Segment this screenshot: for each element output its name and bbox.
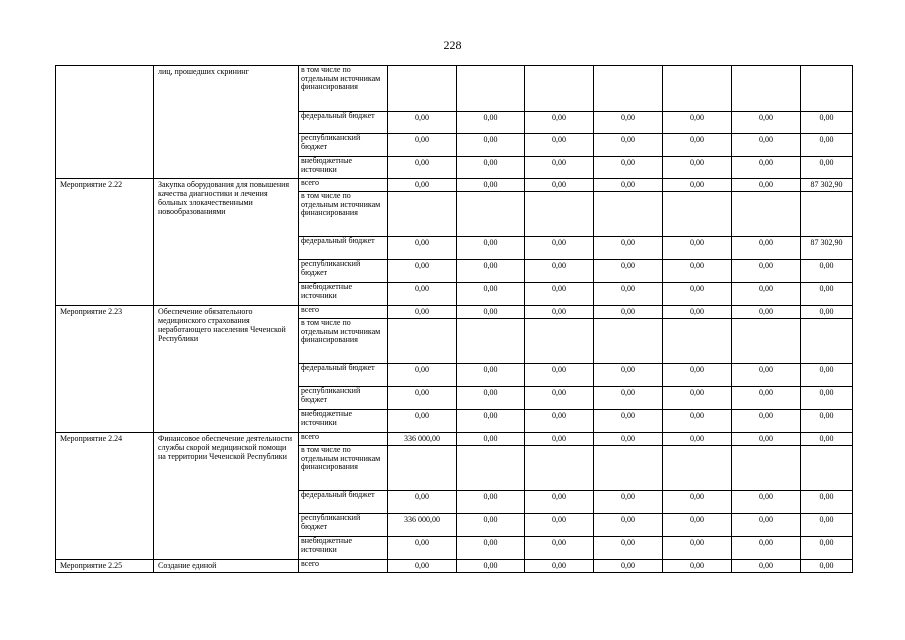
value-cell: 0,00 <box>801 283 853 306</box>
funding-source-cell: федеральный бюджет <box>299 112 388 134</box>
value-cell: 0,00 <box>525 410 594 433</box>
value-cell: 0,00 <box>457 514 525 537</box>
value-cell: 0,00 <box>388 237 457 260</box>
value-cell: 0,00 <box>663 364 732 387</box>
value-cell: 0,00 <box>663 112 732 134</box>
value-cell: 0,00 <box>594 387 663 410</box>
value-cell <box>801 192 853 237</box>
funding-source-cell: республиканский бюджет <box>299 260 388 283</box>
value-cell: 0,00 <box>594 491 663 514</box>
value-cell: 0,00 <box>594 410 663 433</box>
value-cell: 0,00 <box>457 260 525 283</box>
value-cell: 0,00 <box>663 179 732 192</box>
funding-source-cell: в том числе по отдельным источникам финансирования <box>299 192 388 237</box>
value-cell: 0,00 <box>525 283 594 306</box>
value-cell: 0,00 <box>525 134 594 157</box>
table-row <box>56 433 853 446</box>
measure-name-cell: Обеспечение обязательного медицинского страхования неработающего населения Чеченской Республики <box>154 306 299 433</box>
value-cell: 336 000,00 <box>388 433 457 446</box>
value-cell: 0,00 <box>457 237 525 260</box>
value-cell: 0,00 <box>663 491 732 514</box>
value-cell: 87 302,90 <box>801 237 853 260</box>
value-cell: 0,00 <box>663 410 732 433</box>
value-cell: 0,00 <box>732 237 801 260</box>
measure-cell: Мероприятие 2.25 <box>56 560 154 573</box>
value-cell: 0,00 <box>388 283 457 306</box>
financing-table <box>55 65 853 573</box>
value-cell <box>457 319 525 364</box>
value-cell <box>732 446 801 491</box>
value-cell: 0,00 <box>457 433 525 446</box>
funding-source-cell: федеральный бюджет <box>299 237 388 260</box>
value-cell: 0,00 <box>663 514 732 537</box>
value-cell <box>388 192 457 237</box>
value-cell <box>594 192 663 237</box>
value-cell <box>388 446 457 491</box>
value-cell <box>801 319 853 364</box>
value-cell: 0,00 <box>594 112 663 134</box>
measure-cell: Мероприятие 2.24 <box>56 433 154 560</box>
funding-source-cell: федеральный бюджет <box>299 491 388 514</box>
value-cell: 0,00 <box>732 283 801 306</box>
value-cell: 0,00 <box>525 433 594 446</box>
value-cell: 0,00 <box>525 112 594 134</box>
value-cell <box>801 66 853 112</box>
value-cell: 0,00 <box>801 157 853 179</box>
value-cell: 0,00 <box>594 364 663 387</box>
value-cell: 0,00 <box>732 260 801 283</box>
value-cell: 0,00 <box>525 387 594 410</box>
table-row <box>56 306 853 319</box>
value-cell: 0,00 <box>594 514 663 537</box>
value-cell: 0,00 <box>663 537 732 560</box>
funding-source-cell: в том числе по отдельным источникам финансирования <box>299 319 388 364</box>
value-cell: 0,00 <box>457 134 525 157</box>
value-cell: 0,00 <box>457 157 525 179</box>
measure-cell <box>56 66 154 179</box>
value-cell: 0,00 <box>801 410 853 433</box>
value-cell <box>732 192 801 237</box>
value-cell <box>732 66 801 112</box>
value-cell: 0,00 <box>801 364 853 387</box>
value-cell: 0,00 <box>801 387 853 410</box>
table-row <box>56 66 853 112</box>
value-cell <box>525 66 594 112</box>
value-cell: 0,00 <box>388 491 457 514</box>
value-cell: 0,00 <box>732 134 801 157</box>
value-cell: 0,00 <box>525 491 594 514</box>
value-cell: 0,00 <box>663 237 732 260</box>
measure-name-cell: Создание единой <box>154 560 299 573</box>
value-cell <box>663 66 732 112</box>
value-cell: 0,00 <box>732 560 801 573</box>
value-cell: 0,00 <box>594 537 663 560</box>
value-cell: 0,00 <box>663 260 732 283</box>
value-cell: 0,00 <box>732 112 801 134</box>
funding-source-cell: республиканский бюджет <box>299 514 388 537</box>
value-cell: 0,00 <box>388 560 457 573</box>
value-cell: 0,00 <box>594 179 663 192</box>
value-cell <box>594 446 663 491</box>
value-cell: 0,00 <box>594 283 663 306</box>
value-cell <box>525 446 594 491</box>
value-cell <box>525 192 594 237</box>
value-cell: 0,00 <box>801 134 853 157</box>
value-cell: 0,00 <box>525 157 594 179</box>
value-cell <box>732 319 801 364</box>
value-cell: 0,00 <box>388 260 457 283</box>
funding-source-cell: внебюджетные источники <box>299 410 388 433</box>
measure-cell: Мероприятие 2.23 <box>56 306 154 433</box>
value-cell: 0,00 <box>525 260 594 283</box>
value-cell: 0,00 <box>388 364 457 387</box>
funding-source-cell: в том числе по отдельным источникам финансирования <box>299 66 388 112</box>
value-cell: 0,00 <box>457 410 525 433</box>
value-cell <box>594 319 663 364</box>
value-cell: 0,00 <box>801 112 853 134</box>
funding-source-cell: республиканский бюджет <box>299 387 388 410</box>
value-cell: 0,00 <box>801 433 853 446</box>
value-cell <box>457 446 525 491</box>
value-cell: 0,00 <box>732 537 801 560</box>
funding-source-cell: всего <box>299 179 388 192</box>
value-cell: 0,00 <box>525 237 594 260</box>
value-cell: 0,00 <box>594 157 663 179</box>
value-cell <box>663 192 732 237</box>
value-cell: 0,00 <box>663 560 732 573</box>
value-cell: 0,00 <box>732 433 801 446</box>
funding-source-cell: внебюджетные источники <box>299 157 388 179</box>
value-cell: 0,00 <box>732 387 801 410</box>
value-cell: 0,00 <box>663 157 732 179</box>
value-cell: 0,00 <box>388 157 457 179</box>
funding-source-cell: всего <box>299 306 388 319</box>
value-cell: 336 000,00 <box>388 514 457 537</box>
funding-source-cell: федеральный бюджет <box>299 364 388 387</box>
value-cell: 0,00 <box>457 387 525 410</box>
value-cell: 0,00 <box>457 364 525 387</box>
value-cell: 0,00 <box>732 179 801 192</box>
funding-source-cell: всего <box>299 433 388 446</box>
value-cell: 0,00 <box>594 237 663 260</box>
value-cell: 0,00 <box>663 283 732 306</box>
value-cell: 0,00 <box>594 306 663 319</box>
value-cell: 0,00 <box>388 179 457 192</box>
value-cell: 0,00 <box>525 514 594 537</box>
value-cell: 0,00 <box>388 306 457 319</box>
value-cell <box>594 66 663 112</box>
measure-name-cell: лиц, прошедших скрининг <box>154 66 299 179</box>
value-cell: 0,00 <box>732 514 801 537</box>
value-cell: 0,00 <box>732 410 801 433</box>
value-cell: 0,00 <box>801 537 853 560</box>
funding-source-cell: внебюджетные источники <box>299 283 388 306</box>
value-cell: 0,00 <box>594 260 663 283</box>
value-cell: 0,00 <box>801 560 853 573</box>
value-cell: 0,00 <box>732 491 801 514</box>
value-cell: 0,00 <box>457 560 525 573</box>
value-cell: 0,00 <box>388 537 457 560</box>
value-cell <box>801 446 853 491</box>
value-cell: 0,00 <box>801 306 853 319</box>
value-cell <box>388 66 457 112</box>
value-cell: 0,00 <box>457 537 525 560</box>
value-cell <box>663 446 732 491</box>
value-cell: 0,00 <box>457 112 525 134</box>
value-cell: 0,00 <box>732 306 801 319</box>
value-cell: 0,00 <box>457 283 525 306</box>
table-row <box>56 560 853 573</box>
value-cell: 0,00 <box>801 260 853 283</box>
value-cell <box>388 319 457 364</box>
value-cell: 0,00 <box>663 134 732 157</box>
funding-source-cell: республиканский бюджет <box>299 134 388 157</box>
value-cell: 0,00 <box>457 491 525 514</box>
value-cell: 0,00 <box>388 387 457 410</box>
value-cell: 0,00 <box>388 410 457 433</box>
value-cell: 0,00 <box>801 514 853 537</box>
value-cell: 0,00 <box>732 157 801 179</box>
value-cell: 0,00 <box>594 433 663 446</box>
value-cell: 0,00 <box>594 560 663 573</box>
value-cell <box>457 192 525 237</box>
measure-cell: Мероприятие 2.22 <box>56 179 154 306</box>
measure-name-cell: Закупка оборудования для повышения качества диагностики и лечения больных злокачественными новообразованиями <box>154 179 299 306</box>
value-cell: 0,00 <box>525 537 594 560</box>
value-cell: 0,00 <box>525 560 594 573</box>
funding-source-cell: всего <box>299 560 388 573</box>
value-cell: 0,00 <box>801 491 853 514</box>
value-cell: 0,00 <box>457 306 525 319</box>
value-cell: 0,00 <box>525 306 594 319</box>
value-cell: 0,00 <box>594 134 663 157</box>
value-cell: 0,00 <box>663 306 732 319</box>
value-cell: 0,00 <box>525 364 594 387</box>
value-cell <box>663 319 732 364</box>
value-cell: 0,00 <box>732 364 801 387</box>
value-cell: 0,00 <box>525 179 594 192</box>
table-row <box>56 179 853 192</box>
page-number: 228 <box>443 38 462 52</box>
value-cell <box>525 319 594 364</box>
funding-source-cell: внебюджетные источники <box>299 537 388 560</box>
value-cell: 0,00 <box>663 433 732 446</box>
value-cell: 0,00 <box>457 179 525 192</box>
value-cell: 87 302,90 <box>801 179 853 192</box>
funding-source-cell: в том числе по отдельным источникам финансирования <box>299 446 388 491</box>
value-cell: 0,00 <box>388 112 457 134</box>
measure-name-cell: Финансовое обеспечение деятельности службы скорой медицинской помощи на территории Чеченской Республики <box>154 433 299 560</box>
value-cell: 0,00 <box>663 387 732 410</box>
value-cell <box>457 66 525 112</box>
value-cell: 0,00 <box>388 134 457 157</box>
